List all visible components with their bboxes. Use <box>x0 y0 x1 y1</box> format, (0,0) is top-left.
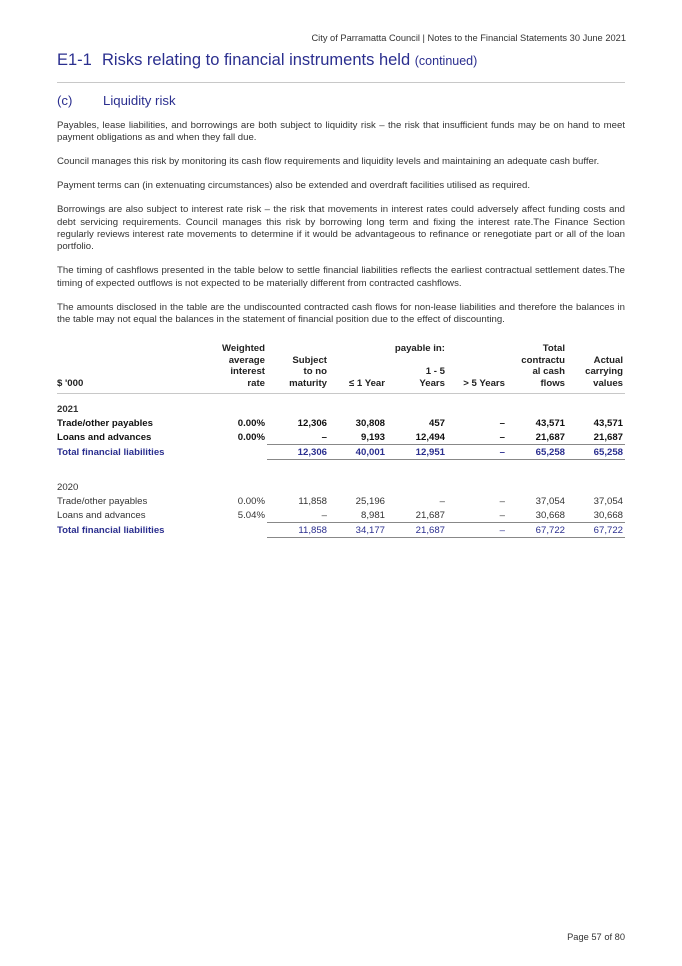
total-cash-flows-header: Total contractu al cash flows <box>507 343 567 394</box>
carrying-cell: 30,668 <box>593 510 623 521</box>
carrying-cell: 37,054 <box>593 496 623 507</box>
row-label: Trade/other payables <box>57 496 148 507</box>
liquidity-table <box>57 343 625 538</box>
paragraph: Borrowings are also subject to interest rate risk – the risk that movements in interest rates could adversely affect funding costs and debt servicing requirements. Council manages this risk by borrowing long term and fixing the interest rate.The Finance Section regularly reviews interest rate movements to determine if it would be advantageous to refinance or renegotiate part or all of the loan portfolio. <box>57 204 625 253</box>
year-row-2021 <box>57 394 625 417</box>
lt1-year-total: 34,177 <box>329 523 387 538</box>
total-row <box>57 523 625 538</box>
one-to-five-cell: – <box>439 496 445 507</box>
year-row-2020 <box>57 460 625 495</box>
paragraph: The timing of cashflows presented in the table below to settle financial liabilities reflects the earliest contractual settlement dates.The timing of expected outflows is not expected to be materially different from contracted cashflows. <box>57 265 625 289</box>
rate-cell: 5.04% <box>237 510 265 522</box>
section-number: E1-1 <box>57 51 92 69</box>
table-row <box>57 494 625 508</box>
table-row <box>57 508 625 523</box>
paragraph: Payables, lease liabilities, and borrowings are both subject to liquidity risk – the risk that insufficient funds may be on hand to meet payment obligations as and when they fall due. <box>57 120 625 144</box>
no-maturity-total: 12,306 <box>267 445 329 460</box>
one-to-five-cell: 21,687 <box>415 510 445 521</box>
gt5-cell: – <box>499 432 505 443</box>
gt5-cell: – <box>499 496 505 507</box>
one-to-five-cell: 12,494 <box>415 432 445 443</box>
total-cash-cell: 21,687 <box>535 432 565 443</box>
lt1-year-header: ≤ 1 Year <box>329 343 387 394</box>
row-label: Loans and advances <box>57 432 152 444</box>
gt5-cell: – <box>499 418 505 429</box>
paragraph: The amounts disclosed in the table are the undiscounted contracted cash flows for non-lease liabilities and therefore the balances in the table may not equal the balances in the statement of financial position due to the effect of discounting. <box>57 301 625 325</box>
total-label: Total financial liabilities <box>57 447 165 458</box>
carrying-cell: 43,571 <box>593 418 623 429</box>
total-row <box>57 445 625 460</box>
gt5-total: – <box>447 445 507 460</box>
gt5-total: – <box>447 523 507 538</box>
total-cash-cell: 37,054 <box>535 496 565 507</box>
carrying-cell: 21,687 <box>593 432 623 443</box>
year-label: 2021 <box>57 404 79 415</box>
table-header-row <box>57 343 625 394</box>
rate-header: Weighted average interest rate <box>207 343 267 394</box>
subsection-title: Liquidity risk <box>103 93 176 108</box>
no-maturity-total: 11,858 <box>267 523 329 538</box>
one-to-five-total: 12,951 <box>387 445 447 460</box>
rate-cell: 0.00% <box>237 432 265 444</box>
gt5-years-header: > 5 Years <box>447 343 507 394</box>
table-row <box>57 416 625 430</box>
lt1-year-cell: 8,981 <box>360 510 385 521</box>
carrying-values-header: Actual carrying values <box>567 343 625 394</box>
lt1-year-cell: 9,193 <box>360 432 385 443</box>
rate-cell: 0.00% <box>237 418 265 429</box>
continued-label: (continued) <box>414 54 478 68</box>
one-to-five-years-header: payable in: 1 - 5 Years <box>387 343 447 394</box>
carrying-total: 67,722 <box>567 523 625 538</box>
no-maturity-header: Subject to no maturity <box>267 343 329 394</box>
page-number: Page 57 of 80 <box>567 932 625 942</box>
table-row <box>57 430 625 445</box>
total-cash-total: 65,258 <box>507 445 567 460</box>
paragraph: Payment terms can (in extenuating circumstances) also be extended and overdraft facilities utilised as required. <box>57 180 530 192</box>
gt5-cell: – <box>499 510 505 521</box>
no-maturity-cell: 11,858 <box>298 496 327 507</box>
paragraph: Council manages this risk by monitoring its cash flow requirements and liquidity levels and maintaining an adequate cash buffer. <box>57 156 600 168</box>
lt1-year-cell: 30,808 <box>355 418 385 429</box>
total-cash-cell: 30,668 <box>535 510 565 521</box>
year-label: 2020 <box>57 481 79 493</box>
section-title: Risks relating to financial instruments held <box>102 51 411 69</box>
title-divider <box>57 82 625 83</box>
no-maturity-cell: – <box>321 510 327 521</box>
no-maturity-cell: 12,306 <box>297 418 327 429</box>
running-header: City of Parramatta Council | Notes to the Financial Statements 30 June 2021 <box>311 33 626 43</box>
total-cash-total: 67,722 <box>507 523 567 538</box>
lt1-year-cell: 25,196 <box>355 496 385 507</box>
subsection-heading <box>57 93 176 108</box>
one-to-five-cell: 457 <box>428 418 445 429</box>
total-label: Total financial liabilities <box>57 525 165 536</box>
no-maturity-cell: – <box>321 432 327 443</box>
row-label: Trade/other payables <box>57 418 153 429</box>
lt1-year-total: 40,001 <box>329 445 387 460</box>
unit-header: $ '000 <box>57 343 207 394</box>
subsection-letter: (c) <box>57 93 73 108</box>
one-to-five-total: 21,687 <box>387 523 447 538</box>
row-label: Loans and advances <box>57 510 146 522</box>
carrying-total: 65,258 <box>567 445 625 460</box>
section-heading <box>57 51 627 70</box>
body-text <box>57 120 625 338</box>
total-cash-cell: 43,571 <box>535 418 565 429</box>
rate-cell: 0.00% <box>237 496 265 507</box>
